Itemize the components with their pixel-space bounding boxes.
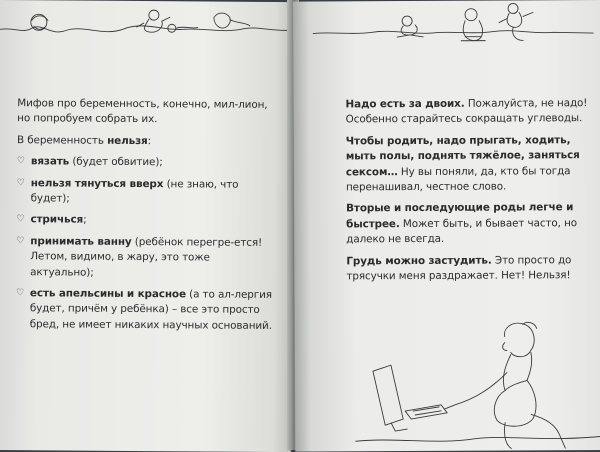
babies-illustration bbox=[0, 0, 294, 52]
pregnant-woman-illustration bbox=[355, 318, 600, 451]
show-through-text bbox=[54, 52, 274, 68]
myth-paragraph: Чтобы родить, надо прыгать, ходить, мыть полы, поднять тяжёлое, заняться сексом… Ну вы поняли, да, кто бы тогда перенашивал, честное слово. bbox=[345, 133, 580, 194]
myth-paragraph: Вторые и последующие роды легче и быстрее. Может быть, и бывает часто, но далеко не всегда. bbox=[346, 201, 578, 246]
myth-paragraph: Грудь можно застудить. Это просто до трясучки меня раздражает. Нет! Нельзя! bbox=[346, 253, 572, 283]
right-page bbox=[293, 0, 600, 452]
list-item: ♡ вязать (будет обвитие); bbox=[16, 155, 163, 169]
heart-icon: ♡ bbox=[16, 236, 25, 247]
right-page-text bbox=[346, 96, 595, 291]
heart-icon: ♡ bbox=[15, 288, 24, 299]
heart-icon: ♡ bbox=[16, 214, 25, 225]
list-title: В беременность нельзя: bbox=[16, 133, 152, 147]
myth-paragraph: Надо есть за двоих. Пожалуйста, не надо! Особенно старайтесь сокращать углеводы. bbox=[345, 97, 588, 126]
children-illustration bbox=[293, 0, 600, 62]
left-page-text bbox=[16, 96, 276, 340]
list-item: ♡ стричься; bbox=[16, 213, 87, 227]
list-item: ♡ есть апельсины и красное (а то ал-лергия будет, причём у ребёнка) – все это просто бред, не имеет никаких научных оснований. bbox=[15, 287, 272, 332]
left-page bbox=[0, 0, 294, 452]
intro-paragraph: Мифов про беременность, конечно, мил-лион, но попробуем собрать их. bbox=[17, 97, 268, 126]
show-through-text bbox=[308, 113, 348, 127]
heart-icon: ♡ bbox=[16, 177, 25, 188]
list-item: ♡ принимать ванну (ребёнок перегре-ется! Летом, видимо, в жару, это тоже актуально); bbox=[16, 235, 263, 279]
list-item: ♡ нельзя тянуться вверх (не знаю, что будет); bbox=[16, 176, 239, 205]
myth-list bbox=[16, 154, 275, 334]
heart-icon: ♡ bbox=[16, 156, 25, 167]
